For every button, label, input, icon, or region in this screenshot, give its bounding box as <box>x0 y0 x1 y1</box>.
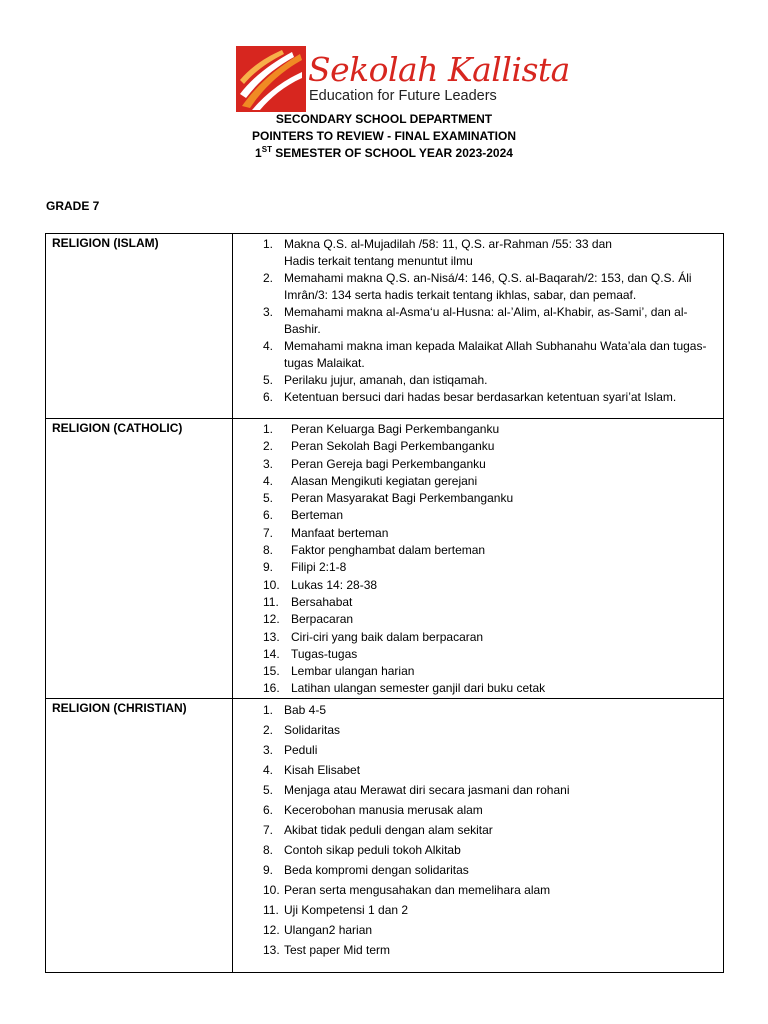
list-item-text: Peran serta mengusahakan dan memelihara alam <box>284 883 551 897</box>
subject-row-catholic <box>46 419 724 699</box>
list-item <box>263 760 713 780</box>
subject-row-christian <box>46 699 724 973</box>
list-item <box>263 720 713 740</box>
subject-pointers <box>233 699 724 973</box>
pointer-list <box>233 419 723 698</box>
list-item <box>263 559 713 576</box>
list-item <box>263 700 713 720</box>
list-item-text: Filipi 2:1-8 <box>291 560 347 575</box>
subject-pointers <box>233 419 724 699</box>
subject-pointers <box>233 234 724 419</box>
list-item-number: 1. <box>263 422 274 436</box>
review-table <box>45 233 724 973</box>
list-item <box>263 820 713 840</box>
list-item-text: Akibat tidak peduli dengan alam sekitar <box>284 823 493 837</box>
list-item-number: 4. <box>263 763 274 777</box>
list-item-number: 5. <box>263 491 274 506</box>
subject-name: RELIGION (CATHOLIC) <box>46 419 233 699</box>
list-item-number: 3. <box>263 305 274 319</box>
list-item <box>263 680 713 697</box>
list-item-number: 6. <box>263 508 274 523</box>
list-item-number: 13. <box>263 943 280 957</box>
list-item-number: 2. <box>263 723 274 737</box>
list-item-number: 10. <box>263 577 280 592</box>
list-item <box>263 270 713 304</box>
list-item <box>263 646 713 663</box>
list-item-number: 5. <box>263 373 274 387</box>
list-item-text: Solidaritas <box>284 723 341 737</box>
list-item-text: Perilaku jujur, amanah, dan istiqamah. <box>284 373 488 387</box>
list-item-text: Memahami makna iman kepada Malaikat Allah Subhanahu Wata’ala dan tugas-tugas Malaikat. <box>284 339 707 370</box>
list-item <box>263 389 713 406</box>
document-header <box>0 111 768 162</box>
list-item <box>263 629 713 646</box>
list-item-text: Peduli <box>284 743 318 757</box>
logo-emblem-icon <box>236 46 306 112</box>
list-item <box>263 920 713 940</box>
list-item-number: 15. <box>263 664 280 679</box>
list-item-number: 11. <box>263 903 279 917</box>
list-item <box>263 940 713 960</box>
list-item <box>263 304 713 338</box>
list-item-text: Latihan ulangan semester ganjil dari buku cetak <box>291 681 546 696</box>
list-item-text: Tugas-tugas <box>291 646 358 661</box>
list-item-text: Menjaga atau Merawat diri secara jasmani dan rohani <box>284 783 570 797</box>
semester-text: SEMESTER OF SCHOOL YEAR 2023-2024 <box>271 146 513 160</box>
list-item-number: 13. <box>263 629 280 644</box>
list-item <box>263 421 713 438</box>
list-item-number: 4. <box>263 473 274 488</box>
list-item <box>263 840 713 860</box>
list-item-text: Lembar ulangan harian <box>291 664 415 679</box>
list-item-text: Kecerobohan manusia merusak alam <box>284 803 483 817</box>
list-item-number: 12. <box>263 923 280 937</box>
list-item <box>263 800 713 820</box>
list-item-number: 6. <box>263 390 274 404</box>
pointer-list <box>233 234 723 418</box>
list-item-number: 2. <box>263 271 274 285</box>
list-item <box>263 507 713 524</box>
list-item <box>263 900 713 920</box>
list-item-number: 7. <box>263 525 274 540</box>
subject-name: RELIGION (ISLAM) <box>46 234 233 419</box>
list-item-text: Ketentuan bersuci dari hadas besar berdasarkan ketentuan syari’at Islam. <box>284 390 677 404</box>
list-item <box>263 438 713 455</box>
list-item-text: Bab 4-5 <box>284 703 327 717</box>
list-item-text: Beda kompromi dengan solidaritas <box>284 863 469 877</box>
list-item-number: 16. <box>263 681 280 696</box>
logo-school-name: Sekolah Kallista <box>308 50 570 89</box>
header-semester <box>0 145 768 162</box>
list-item-text: Berteman <box>291 508 344 523</box>
list-item <box>263 490 713 507</box>
list-item-text: Makna Q.S. al-Mujadilah /58: 11, Q.S. ar-Rahman /55: 33 dan Hadis terkait tentang menuntut ilmu <box>284 237 612 268</box>
list-item-number: 2. <box>263 439 274 454</box>
list-item-number: 12. <box>263 612 280 627</box>
list-item-text: Ciri-ciri yang baik dalam berpacaran <box>291 629 484 644</box>
list-item-number: 3. <box>263 743 274 757</box>
list-item <box>263 663 713 680</box>
list-item-text: Faktor penghambat dalam berteman <box>291 543 486 558</box>
semester-ordinal: ST <box>261 145 272 154</box>
list-item-text: Manfaat berteman <box>291 525 389 540</box>
list-item <box>263 456 713 473</box>
list-item <box>263 542 713 559</box>
list-item-number: 11. <box>263 594 279 609</box>
list-item <box>263 780 713 800</box>
list-item-number: 1. <box>263 237 274 251</box>
list-item-number: 8. <box>263 843 274 857</box>
list-item <box>263 594 713 611</box>
list-item-number: 6. <box>263 803 274 817</box>
header-title: POINTERS TO REVIEW - FINAL EXAMINATION <box>251 129 516 143</box>
list-item-number: 3. <box>263 456 274 471</box>
subject-row-islam <box>46 234 724 419</box>
list-item <box>263 338 713 372</box>
list-item-number: 14. <box>263 646 280 661</box>
header-department: SECONDARY SCHOOL DEPARTMENT <box>275 112 493 126</box>
list-item-number: 8. <box>263 543 274 558</box>
logo-tagline: Education for Future Leaders <box>309 88 497 104</box>
list-item <box>263 525 713 542</box>
list-item-number: 7. <box>263 823 274 837</box>
list-item-number: 9. <box>263 863 274 877</box>
list-item <box>263 740 713 760</box>
list-item-number: 9. <box>263 560 274 575</box>
list-item-text: Memahami makna Q.S. an-Nisá/4: 146, Q.S. al-Baqarah/2: 153, dan Q.S. Áli Imrân/3: 134 serta hadis terkait tentang ikhlas, sabar, dan pemaaf. <box>284 271 692 302</box>
list-item-text: Peran Masyarakat Bagi Perkembanganku <box>291 491 514 506</box>
school-logo <box>236 46 570 112</box>
list-item-number: 10. <box>263 883 280 897</box>
list-item-text: Berpacaran <box>291 612 354 627</box>
list-item <box>263 860 713 880</box>
list-item <box>263 577 713 594</box>
list-item <box>263 611 713 628</box>
list-item-number: 5. <box>263 783 274 797</box>
list-item-text: Kisah Elisabet <box>284 763 361 777</box>
subject-name: RELIGION (CHRISTIAN) <box>46 699 233 973</box>
list-item-text: Uji Kompetensi 1 dan 2 <box>284 903 409 917</box>
list-item-text: Ulangan2 harian <box>284 923 373 937</box>
pointer-list <box>233 699 723 972</box>
list-item-text: Peran Gereja bagi Perkembanganku <box>291 456 486 471</box>
list-item-text: Test paper Mid term <box>284 943 391 957</box>
semester-number: 1 <box>255 146 262 160</box>
list-item-text: Memahami makna al-Asma‘u al-Husna: al-’Alim, al-Khabir, as-Sami’, dan al-Bashir. <box>284 305 688 336</box>
list-item <box>263 473 713 490</box>
list-item-number: 1. <box>263 703 274 717</box>
list-item-text: Alasan Mengikuti kegiatan gerejani <box>291 473 478 488</box>
list-item-text: Bersahabat <box>291 594 353 609</box>
list-item <box>263 880 713 900</box>
list-item-text: Contoh sikap peduli tokoh Alkitab <box>284 843 461 857</box>
list-item-number: 4. <box>263 339 274 353</box>
list-item-text: Lukas 14: 28-38 <box>291 577 378 592</box>
list-item <box>263 372 713 389</box>
grade-label: GRADE 7 <box>46 199 100 213</box>
list-item-text: Peran Sekolah Bagi Perkembanganku <box>291 439 495 454</box>
list-item <box>263 236 713 270</box>
list-item-text: Peran Keluarga Bagi Perkembanganku <box>291 422 500 436</box>
